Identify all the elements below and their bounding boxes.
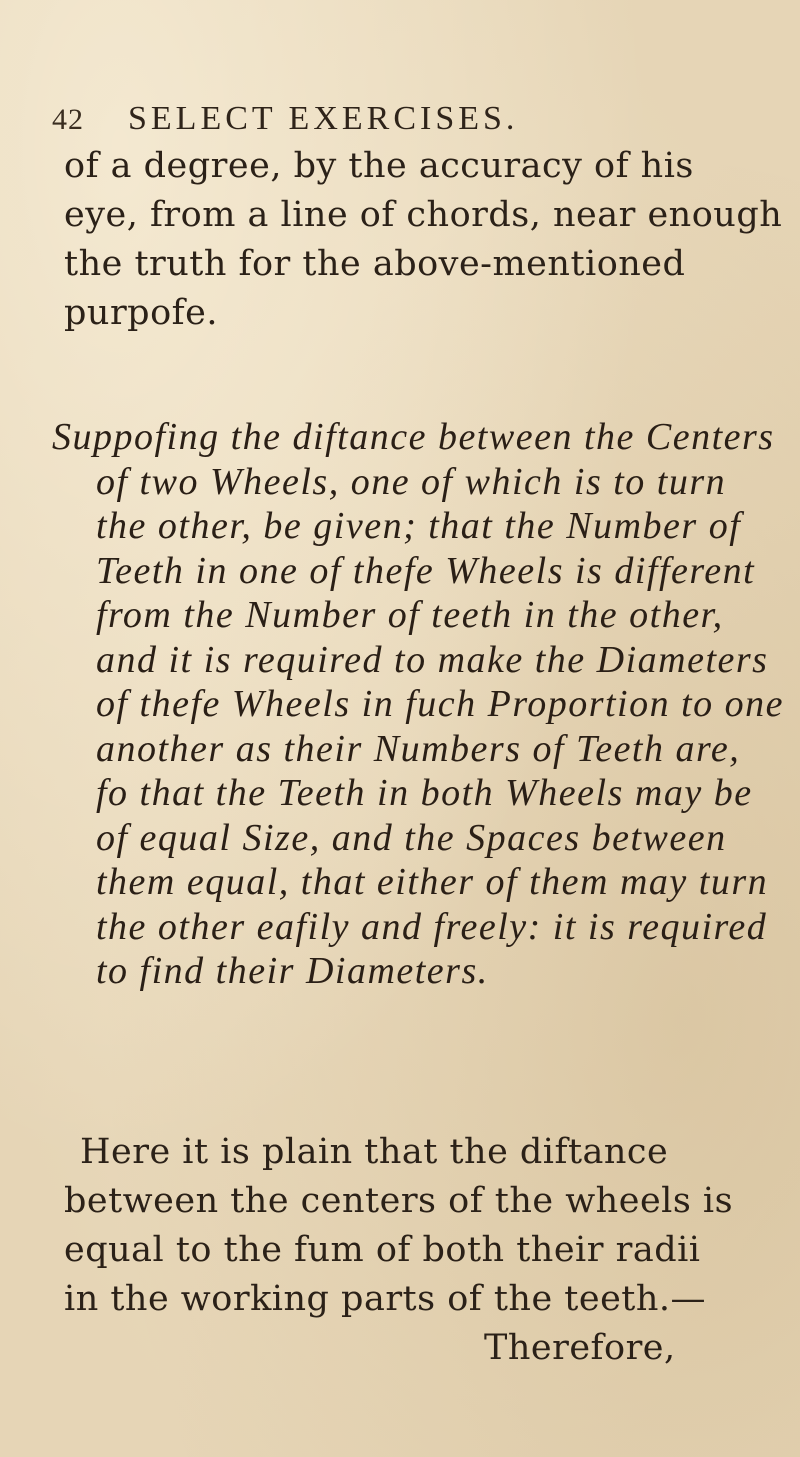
text-line: of equal Size, and the Spaces between: [96, 816, 727, 859]
text-line: of two Wheels, one of which is to turn: [96, 460, 727, 503]
text-line: fo that the Teeth in both Wheels may be: [96, 772, 753, 814]
text-line: another as their Numbers of Teeth are,: [96, 727, 741, 770]
text-line: the truth for the above-mentioned: [64, 244, 686, 284]
text-line: Teeth in one of thefe Wheels is different: [96, 549, 756, 592]
text-line: and it is required to make the Diameters: [96, 638, 769, 681]
text-line: eye, from a line of chords, near enough: [64, 195, 783, 235]
text-line: of thefe Wheels in fuch Proportion to one: [96, 683, 785, 725]
problem-statement: [52, 415, 785, 994]
text-line: to find their Diameters.: [96, 950, 489, 992]
solution-paragraph: [64, 1128, 754, 1373]
page-header: [52, 100, 752, 144]
running-head: SELECT EXERCISES.: [128, 100, 519, 137]
page-number: 42: [52, 103, 84, 136]
catchword: Therefore,: [484, 1328, 676, 1368]
text-line: equal to the fum of both their radii: [64, 1230, 701, 1270]
text-line: the other eafily and freely: it is required: [96, 905, 768, 948]
paragraph-continuation: [64, 142, 783, 338]
text-line: them equal, that either of them may turn: [96, 861, 769, 903]
text-line: between the centers of the wheels is: [64, 1181, 734, 1221]
text-line: of a degree, by the accuracy of his: [64, 146, 694, 186]
text-line: purpofe.: [64, 293, 218, 333]
text-line: Suppofing the diftance between the Centers: [52, 416, 775, 458]
text-line: from the Number of teeth in the other,: [96, 594, 724, 636]
text-line: in the working parts of the teeth.—: [64, 1279, 707, 1319]
text-line: the other, be given; that the Number of: [96, 505, 742, 547]
text-line: Here it is plain that the diftance: [80, 1132, 669, 1172]
